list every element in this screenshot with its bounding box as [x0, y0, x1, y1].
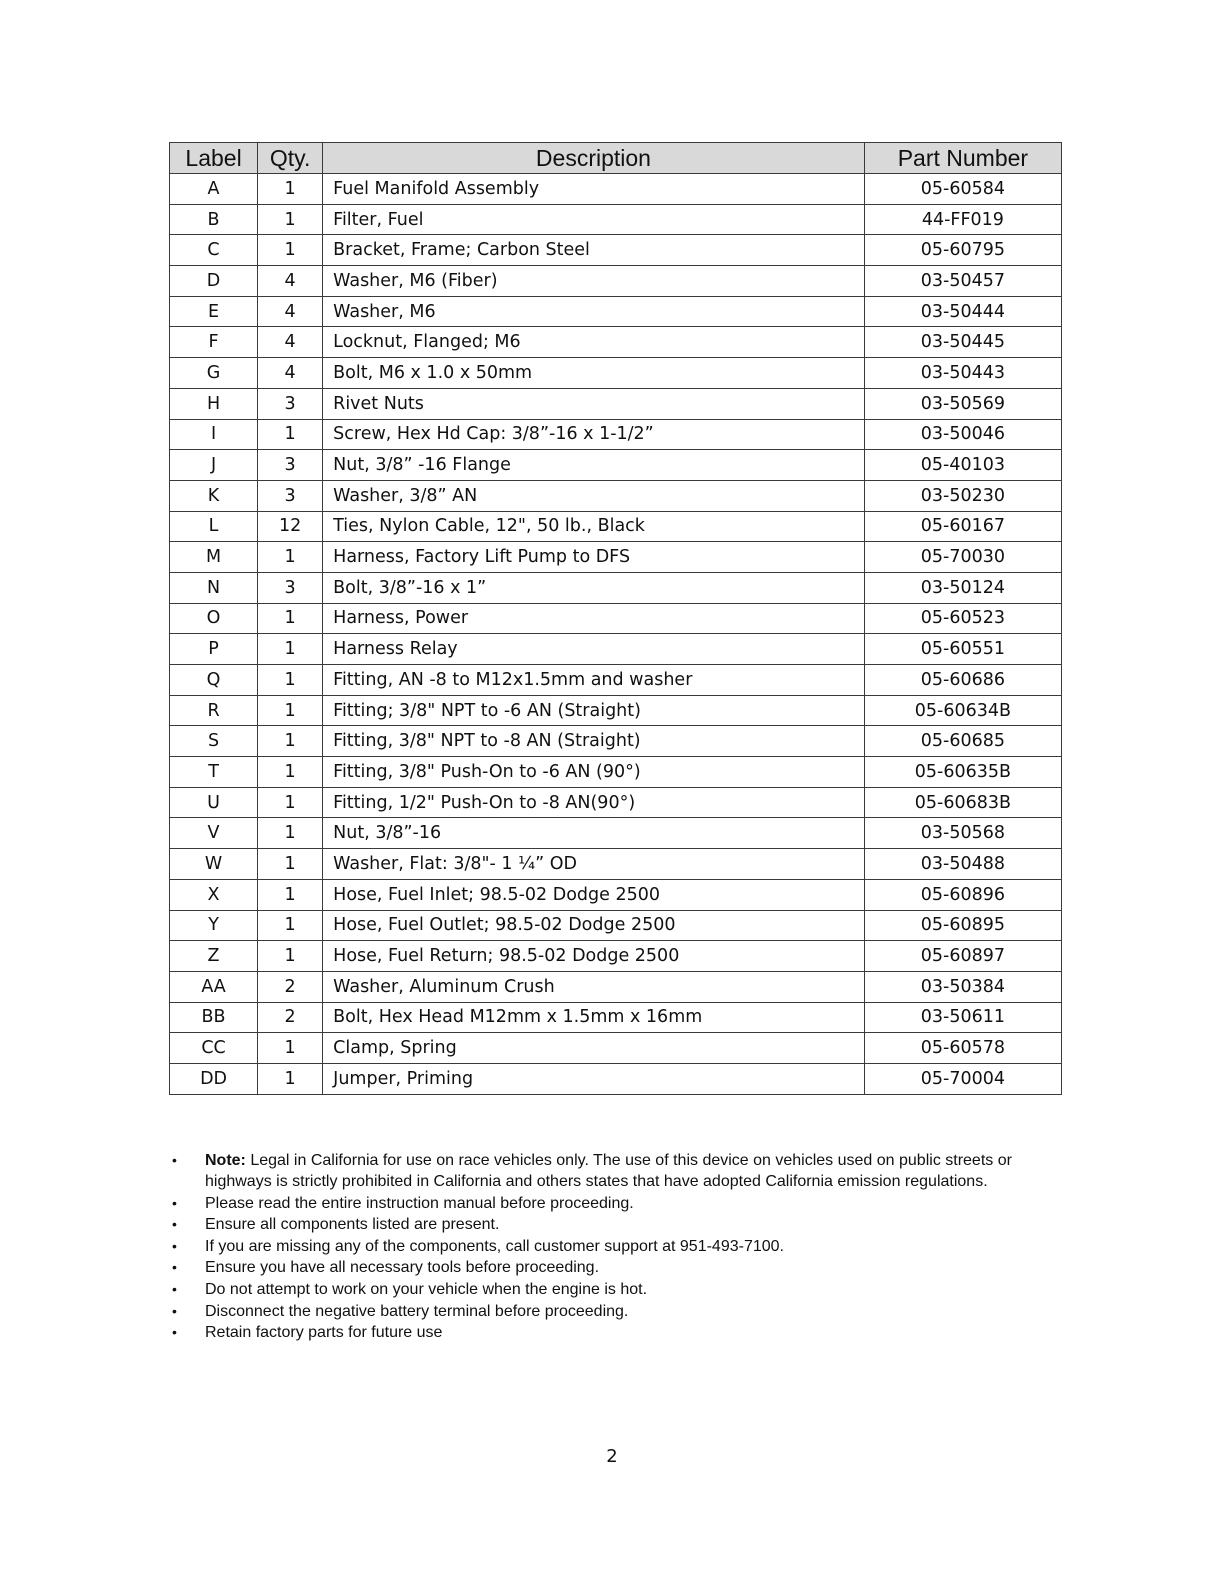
cell-part-number: 05-60634B: [864, 695, 1061, 726]
cell-label: B: [170, 204, 258, 235]
cell-part-number: 05-60895: [864, 910, 1061, 941]
cell-description: Washer, Aluminum Crush: [323, 971, 865, 1002]
cell-description: Nut, 3/8”-16: [323, 818, 865, 849]
cell-qty: 1: [258, 174, 323, 205]
bullet-icon: •: [172, 1194, 177, 1211]
cell-label: M: [170, 542, 258, 573]
table-row: [170, 757, 1062, 788]
cell-description: Ties, Nylon Cable, 12", 50 lb., Black: [323, 511, 865, 542]
cell-part-number: 05-60635B: [864, 757, 1061, 788]
note-item: [169, 1322, 1049, 1343]
table-row: [170, 818, 1062, 849]
cell-qty: 4: [258, 266, 323, 297]
cell-label: W: [170, 849, 258, 880]
note-text: Do not attempt to work on your vehicle when the engine is hot.: [205, 1280, 648, 1298]
cell-description: Fitting, AN -8 to M12x1.5mm and washer: [323, 665, 865, 696]
cell-description: Washer, M6: [323, 296, 865, 327]
cell-qty: 1: [258, 849, 323, 880]
cell-label: Q: [170, 665, 258, 696]
cell-part-number: 03-50384: [864, 971, 1061, 1002]
table-row: [170, 358, 1062, 389]
cell-description: Bolt, Hex Head M12mm x 1.5mm x 16mm: [323, 1002, 865, 1033]
cell-label: F: [170, 327, 258, 358]
cell-qty: 4: [258, 358, 323, 389]
bullet-icon: •: [172, 1152, 177, 1168]
cell-part-number: 05-60584: [864, 174, 1061, 205]
cell-description: Fitting, 3/8" NPT to -8 AN (Straight): [323, 726, 865, 757]
table-row: [170, 603, 1062, 634]
cell-part-number: 03-50124: [864, 572, 1061, 603]
parts-table: [169, 142, 1062, 1095]
cell-label: A: [170, 174, 258, 205]
cell-description: Screw, Hex Hd Cap: 3/8”-16 x 1-1/2”: [323, 419, 865, 450]
note-item: [169, 1257, 1049, 1278]
parts-table-body: [170, 174, 1062, 1095]
bullet-icon: •: [172, 1259, 177, 1276]
cell-part-number: 05-70004: [864, 1063, 1061, 1094]
cell-part-number: 05-60551: [864, 634, 1061, 665]
table-row: [170, 419, 1062, 450]
cell-description: Fitting, 1/2" Push-On to -8 AN(90°): [323, 787, 865, 818]
table-row: [170, 941, 1062, 972]
cell-description: Fitting, 3/8" Push-On to -6 AN (90°): [323, 757, 865, 788]
cell-part-number: 03-50457: [864, 266, 1061, 297]
cell-part-number: 03-50443: [864, 358, 1061, 389]
header-qty: Qty.: [258, 143, 323, 174]
cell-qty: 3: [258, 572, 323, 603]
header-description: Description: [323, 143, 865, 174]
cell-label: U: [170, 787, 258, 818]
cell-qty: 3: [258, 480, 323, 511]
cell-label: P: [170, 634, 258, 665]
cell-description: Jumper, Priming: [323, 1063, 865, 1094]
table-row: [170, 542, 1062, 573]
cell-qty: 1: [258, 419, 323, 450]
cell-description: Hose, Fuel Return; 98.5-02 Dodge 2500: [323, 941, 865, 972]
cell-qty: 4: [258, 296, 323, 327]
cell-qty: 1: [258, 695, 323, 726]
cell-label: E: [170, 296, 258, 327]
table-row: [170, 1002, 1062, 1033]
table-row: [170, 572, 1062, 603]
cell-label: K: [170, 480, 258, 511]
note-item: [169, 1214, 1049, 1235]
note-text: Legal in California for use on race vehicles only. The use of this device on vehicles used on public streets or highways is strictly prohibited in California and others states that have adopted California emission regulations.: [205, 1152, 1012, 1190]
note-text: Please read the entire instruction manual before proceeding.: [205, 1194, 634, 1212]
cell-part-number: 05-60578: [864, 1033, 1061, 1064]
notes-list: [169, 1150, 1049, 1344]
cell-description: Bracket, Frame; Carbon Steel: [323, 235, 865, 266]
cell-part-number: 03-50445: [864, 327, 1061, 358]
cell-label: N: [170, 572, 258, 603]
note-text: Ensure all components listed are present.: [205, 1216, 500, 1234]
bullet-icon: •: [172, 1216, 177, 1233]
bullet-icon: •: [172, 1237, 177, 1254]
cell-description: Washer, Flat: 3/8"- 1 ¼” OD: [323, 849, 865, 880]
cell-label: Z: [170, 941, 258, 972]
cell-label: D: [170, 266, 258, 297]
cell-qty: 2: [258, 971, 323, 1002]
cell-qty: 12: [258, 511, 323, 542]
note-bold-label: Note:: [205, 1152, 246, 1169]
cell-part-number: 03-50046: [864, 419, 1061, 450]
cell-part-number: 05-60685: [864, 726, 1061, 757]
cell-label: I: [170, 419, 258, 450]
table-row: [170, 480, 1062, 511]
table-row: [170, 787, 1062, 818]
cell-label: AA: [170, 971, 258, 1002]
note-text: Disconnect the negative battery terminal before proceeding.: [205, 1302, 629, 1320]
cell-qty: 4: [258, 327, 323, 358]
note-item: [169, 1236, 1049, 1257]
cell-part-number: 05-60686: [864, 665, 1061, 696]
cell-part-number: 03-50568: [864, 818, 1061, 849]
table-row: [170, 971, 1062, 1002]
cell-description: Harness, Power: [323, 603, 865, 634]
cell-label: L: [170, 511, 258, 542]
header-label: Label: [170, 143, 258, 174]
cell-label: T: [170, 757, 258, 788]
table-row: [170, 174, 1062, 205]
cell-part-number: 05-60896: [864, 879, 1061, 910]
page-number: 2: [606, 1446, 618, 1467]
table-header-row: [170, 143, 1062, 174]
cell-label: V: [170, 818, 258, 849]
cell-qty: 3: [258, 388, 323, 419]
cell-description: Bolt, M6 x 1.0 x 50mm: [323, 358, 865, 389]
cell-qty: 2: [258, 1002, 323, 1033]
table-row: [170, 511, 1062, 542]
table-row: [170, 726, 1062, 757]
cell-qty: 1: [258, 665, 323, 696]
cell-qty: 1: [258, 1033, 323, 1064]
cell-part-number: 03-50230: [864, 480, 1061, 511]
cell-qty: 1: [258, 1063, 323, 1094]
cell-description: Nut, 3/8” -16 Flange: [323, 450, 865, 481]
table-row: [170, 327, 1062, 358]
table-row: [170, 296, 1062, 327]
cell-description: Bolt, 3/8”-16 x 1”: [323, 572, 865, 603]
cell-label: G: [170, 358, 258, 389]
cell-qty: 1: [258, 757, 323, 788]
cell-label: DD: [170, 1063, 258, 1094]
cell-description: Filter, Fuel: [323, 204, 865, 235]
cell-label: S: [170, 726, 258, 757]
note-item: [169, 1279, 1049, 1300]
header-part-number: Part Number: [864, 143, 1061, 174]
cell-label: J: [170, 450, 258, 481]
cell-part-number: 05-60683B: [864, 787, 1061, 818]
cell-description: Locknut, Flanged; M6: [323, 327, 865, 358]
cell-label: Y: [170, 910, 258, 941]
note-item: [169, 1193, 1049, 1214]
cell-label: R: [170, 695, 258, 726]
cell-qty: 1: [258, 235, 323, 266]
table-row: [170, 695, 1062, 726]
cell-description: Washer, M6 (Fiber): [323, 266, 865, 297]
cell-label: BB: [170, 1002, 258, 1033]
cell-part-number: 44-FF019: [864, 204, 1061, 235]
cell-qty: 1: [258, 910, 323, 941]
table-row: [170, 1063, 1062, 1094]
bullet-icon: •: [172, 1302, 177, 1319]
note-text: Ensure you have all necessary tools before proceeding.: [205, 1259, 600, 1277]
cell-part-number: 03-50611: [864, 1002, 1061, 1033]
table-row: [170, 879, 1062, 910]
cell-part-number: 03-50569: [864, 388, 1061, 419]
cell-qty: 3: [258, 450, 323, 481]
cell-label: O: [170, 603, 258, 634]
cell-qty: 1: [258, 603, 323, 634]
cell-part-number: 05-60167: [864, 511, 1061, 542]
note-item-legal: [169, 1150, 1049, 1192]
cell-description: Washer, 3/8” AN: [323, 480, 865, 511]
table-row: [170, 388, 1062, 419]
cell-description: Clamp, Spring: [323, 1033, 865, 1064]
bullet-icon: •: [172, 1280, 177, 1297]
table-row: [170, 910, 1062, 941]
note-text: Retain factory parts for future use: [205, 1324, 443, 1342]
cell-description: Rivet Nuts: [323, 388, 865, 419]
cell-description: Harness Relay: [323, 634, 865, 665]
table-row: [170, 849, 1062, 880]
table-row: [170, 1033, 1062, 1064]
table-row: [170, 266, 1062, 297]
table-row: [170, 665, 1062, 696]
table-row: [170, 204, 1062, 235]
cell-part-number: 05-60523: [864, 603, 1061, 634]
cell-label: H: [170, 388, 258, 419]
cell-part-number: 05-70030: [864, 542, 1061, 573]
cell-label: X: [170, 879, 258, 910]
cell-part-number: 05-40103: [864, 450, 1061, 481]
cell-qty: 1: [258, 787, 323, 818]
cell-description: Hose, Fuel Inlet; 98.5-02 Dodge 2500: [323, 879, 865, 910]
cell-part-number: 05-60897: [864, 941, 1061, 972]
cell-part-number: 03-50444: [864, 296, 1061, 327]
note-text: If you are missing any of the components, call customer support at 951-493-7100.: [205, 1237, 784, 1255]
cell-qty: 1: [258, 542, 323, 573]
table-row: [170, 450, 1062, 481]
cell-qty: 1: [258, 634, 323, 665]
table-row: [170, 235, 1062, 266]
cell-label: CC: [170, 1033, 258, 1064]
bullet-icon: •: [172, 1324, 177, 1341]
cell-qty: 1: [258, 204, 323, 235]
cell-label: C: [170, 235, 258, 266]
cell-part-number: 03-50488: [864, 849, 1061, 880]
table-row: [170, 634, 1062, 665]
cell-qty: 1: [258, 879, 323, 910]
cell-description: Fuel Manifold Assembly: [323, 174, 865, 205]
cell-description: Hose, Fuel Outlet; 98.5-02 Dodge 2500: [323, 910, 865, 941]
note-item: [169, 1301, 1049, 1322]
cell-part-number: 05-60795: [864, 235, 1061, 266]
cell-qty: 1: [258, 941, 323, 972]
cell-qty: 1: [258, 818, 323, 849]
cell-qty: 1: [258, 726, 323, 757]
cell-description: Fitting; 3/8" NPT to -6 AN (Straight): [323, 695, 865, 726]
cell-description: Harness, Factory Lift Pump to DFS: [323, 542, 865, 573]
